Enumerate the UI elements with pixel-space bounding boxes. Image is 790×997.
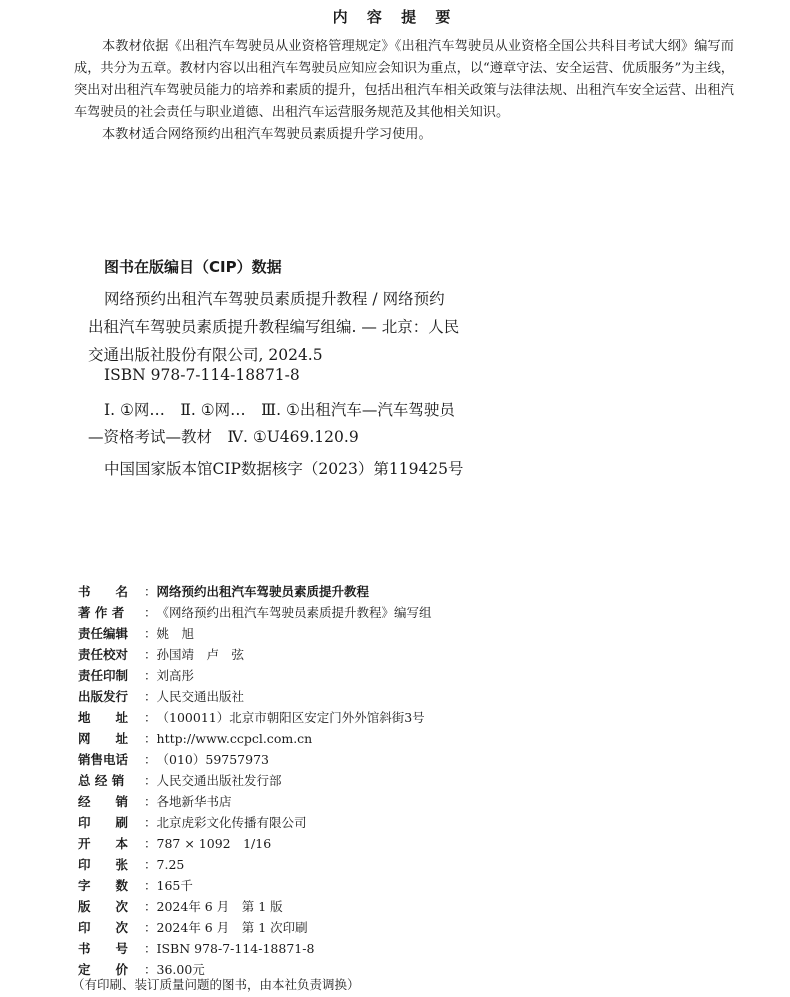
imprint-value: ISBN 978-7-114-18871-8 bbox=[156, 941, 315, 956]
imprint-label: 总 经 销 bbox=[78, 773, 125, 788]
summary-section bbox=[74, 36, 734, 146]
imprint-label: 出版发行 bbox=[78, 689, 129, 704]
imprint-label: 字 数 bbox=[78, 878, 129, 893]
imprint-label: 责任编辑 bbox=[78, 626, 129, 641]
imprint-website-link[interactable]: http://www.ccpcl.com.cn bbox=[156, 731, 313, 746]
imprint-row-proofreader: 责任校对 ：孙国靖 卢 弦 bbox=[78, 645, 244, 665]
imprint-value: 787 × 1092 1/16 bbox=[156, 836, 272, 851]
imprint-row-sheets: 印 张 ：7.25 bbox=[78, 855, 184, 875]
imprint-value: 2024年 6 月 第 1 次印刷 bbox=[156, 920, 308, 935]
cip-line-classification-cont: —资格考试—教材 Ⅳ. ①U469.120.9 bbox=[88, 428, 359, 446]
imprint-label: 责任校对 bbox=[78, 647, 129, 662]
imprint-value: 2024年 6 月 第 1 版 bbox=[156, 899, 283, 914]
imprint-row-title: 书 名 ：网络预约出租汽车驾驶员素质提升教程 bbox=[78, 582, 369, 602]
imprint-row-editor: 责任编辑 ：姚 旭 bbox=[78, 624, 194, 644]
imprint-value: （100011）北京市朝阳区安定门外外馆斜街3号 bbox=[156, 710, 425, 725]
imprint-label: 定 价 bbox=[78, 962, 129, 977]
imprint-label: 印 次 bbox=[78, 920, 129, 935]
imprint-row-author: 著 作 者 ：《网络预约出租汽车驾驶员素质提升教程》编写组 bbox=[78, 603, 432, 623]
imprint-value: 北京虎彩文化传播有限公司 bbox=[156, 815, 307, 830]
imprint-value: 《网络预约出租汽车驾驶员素质提升教程》编写组 bbox=[156, 605, 432, 620]
imprint-row-address: 地 址 ：（100011）北京市朝阳区安定门外外馆斜街3号 bbox=[78, 708, 425, 728]
imprint-label: 责任印制 bbox=[78, 668, 129, 683]
imprint-row-publisher: 出版发行 ：人民交通出版社 bbox=[78, 687, 244, 707]
cip-line-classification: Ⅰ. ①网… Ⅱ. ①网… Ⅲ. ①出租汽车—汽车驾驶员 bbox=[104, 401, 455, 419]
imprint-value: 7.25 bbox=[156, 857, 185, 872]
imprint-row-impression: 印 次 ：2024年 6 月 第 1 次印刷 bbox=[78, 918, 308, 938]
imprint-label: 地 址 bbox=[78, 710, 129, 725]
imprint-row-printer: 印 刷 ：北京虎彩文化传播有限公司 bbox=[78, 813, 307, 833]
imprint-row-isbn: 书 号 ：ISBN 978-7-114-18871-8 bbox=[78, 939, 314, 959]
imprint-row-word-count: 字 数 ：165千 bbox=[78, 876, 193, 896]
imprint-value: （010）59757973 bbox=[156, 752, 269, 767]
summary-paragraph-2: 本教材适合网络预约出租汽车驾驶员素质提升学习使用。 bbox=[102, 127, 432, 142]
imprint-value: 人民交通出版社 bbox=[156, 689, 245, 704]
imprint-label: 版 次 bbox=[78, 899, 129, 914]
imprint-label: 印 张 bbox=[78, 857, 129, 872]
cip-line-3: 交通出版社股份有限公司, 2024.5 bbox=[88, 346, 323, 364]
imprint-value: 孙国靖 卢 弦 bbox=[156, 647, 245, 662]
cip-line-isbn: ISBN 978-7-114-18871-8 bbox=[104, 366, 300, 384]
imprint-label: 印 刷 bbox=[78, 815, 129, 830]
imprint-row-sales-phone: 销售电话 ：（010）59757973 bbox=[78, 750, 269, 770]
imprint-value: 165千 bbox=[156, 878, 193, 893]
imprint-row-general-distributor: 总 经 销 ：人民交通出版社发行部 bbox=[78, 771, 282, 791]
cip-line-2: 出租汽车驾驶员素质提升教程编写组编. — 北京：人民 bbox=[88, 318, 460, 336]
imprint-label: 著 作 者 bbox=[78, 605, 125, 620]
imprint-value: 姚 旭 bbox=[156, 626, 195, 641]
cip-heading: 图书在版编目（CIP）数据 bbox=[104, 258, 282, 276]
imprint-label: 网 址 bbox=[78, 731, 129, 746]
imprint-label: 经 销 bbox=[78, 794, 129, 809]
imprint-label: 书 号 bbox=[78, 941, 129, 956]
imprint-value: 人民交通出版社发行部 bbox=[156, 773, 282, 788]
imprint-row-distributor: 经 销 ：各地新华书店 bbox=[78, 792, 232, 812]
imprint-row-edition: 版 次 ：2024年 6 月 第 1 版 bbox=[78, 897, 283, 917]
cip-line-record-number: 中国国家版本馆CIP数据核字（2023）第119425号 bbox=[104, 460, 464, 478]
cip-line-1: 网络预约出租汽车驾驶员素质提升教程 / 网络预约 bbox=[104, 290, 445, 308]
page-title: 内 容 提 要 bbox=[332, 8, 458, 26]
imprint-label: 开 本 bbox=[78, 836, 129, 851]
imprint-row-website: 网 址 ：http://www.ccpcl.com.cn bbox=[78, 729, 312, 749]
imprint-row-price: 定 价 ：36.00元 bbox=[78, 960, 205, 980]
imprint-row-print-supervisor: 责任印制 ：刘高彤 bbox=[78, 666, 194, 686]
imprint-label: 销售电话 bbox=[78, 752, 129, 767]
summary-paragraph-1: 本教材依据《出租汽车驾驶员从业资格管理规定》《出租汽车驾驶员从业资格全国公共科目考试大纲》编写而成，共分为五章。教材内容以出租汽车驾驶员应知应会知识为重点，以“遵章守法、安全运营、优质服务”为主线，突出对出租汽车驾驶员能力的培养和素质的提升，包括出租汽车相关政策与法律法规、出租汽车安全运营、出租汽车驾驶员的社会责任与职业道德、出租汽车运营服务规范及其他相关知识。 bbox=[74, 39, 734, 120]
imprint-label: 书 名 bbox=[78, 584, 129, 599]
imprint-value: 网络预约出租汽车驾驶员素质提升教程 bbox=[156, 584, 370, 599]
imprint-value: 各地新华书店 bbox=[156, 794, 232, 809]
imprint-value: 刘高彤 bbox=[156, 668, 195, 683]
footer-note: （有印刷、装订质量问题的图书，由本社负责调换） bbox=[72, 977, 360, 992]
imprint-value: 36.00元 bbox=[156, 962, 205, 977]
imprint-row-format: 开 本 ：787 × 1092 1/16 bbox=[78, 834, 271, 854]
